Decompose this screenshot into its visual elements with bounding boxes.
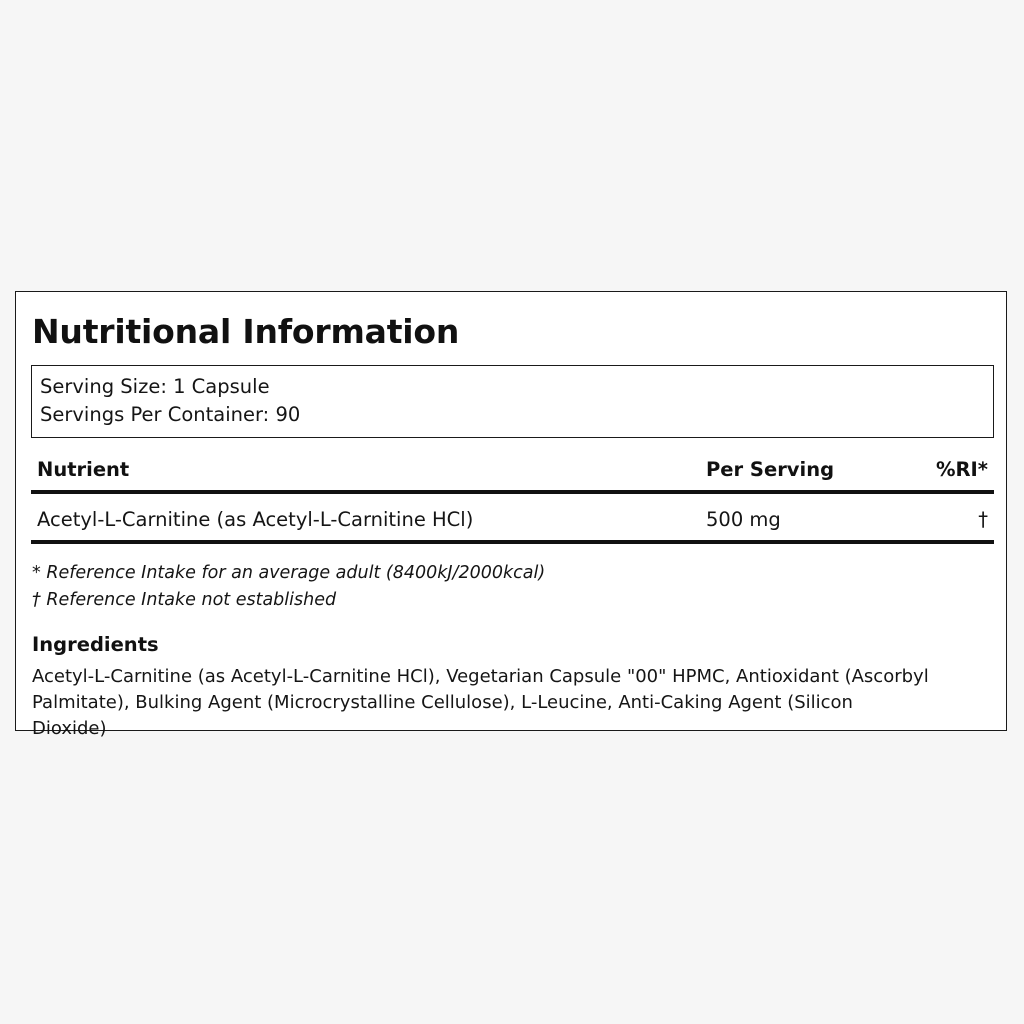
- header-ri: %RI*: [935, 458, 988, 481]
- table-row: [31, 494, 994, 544]
- footnote-not-established: † Reference Intake not established: [32, 590, 337, 610]
- header-per-serving: Per Serving: [706, 458, 835, 481]
- header-nutrient: Nutrient: [37, 458, 130, 481]
- nutrient-ri: †: [978, 508, 988, 531]
- ingredients-text: Acetyl-L-Carnitine (as Acetyl-L-Carnitine HCl), Vegetarian Capsule "00" HPMC, Antioxidant (Ascorbyl Palmitate), Bulking Agent (Microcrystalline Cellulose), L-Leucine, Anti-Caking Agent (Silicon Dioxide): [32, 666, 929, 739]
- panel-title: Nutritional Information: [32, 312, 460, 351]
- servings-per-container: Servings Per Container: 90: [40, 403, 301, 426]
- nutrient-per-serving: 500 mg: [706, 508, 781, 531]
- nutrient-name: Acetyl-L-Carnitine (as Acetyl-L-Carnitine HCl): [37, 508, 474, 531]
- footnote-reference-intake: * Reference Intake for an average adult (8400kJ/2000kcal): [32, 563, 546, 583]
- table-header-row: [31, 452, 994, 494]
- nutrient-table: [31, 452, 994, 544]
- serving-info-box: [31, 365, 994, 438]
- footnotes: [32, 560, 545, 614]
- nutrition-panel: [15, 291, 1007, 739]
- serving-size: Serving Size: 1 Capsule: [40, 375, 270, 398]
- ingredients-heading: Ingredients: [32, 633, 159, 656]
